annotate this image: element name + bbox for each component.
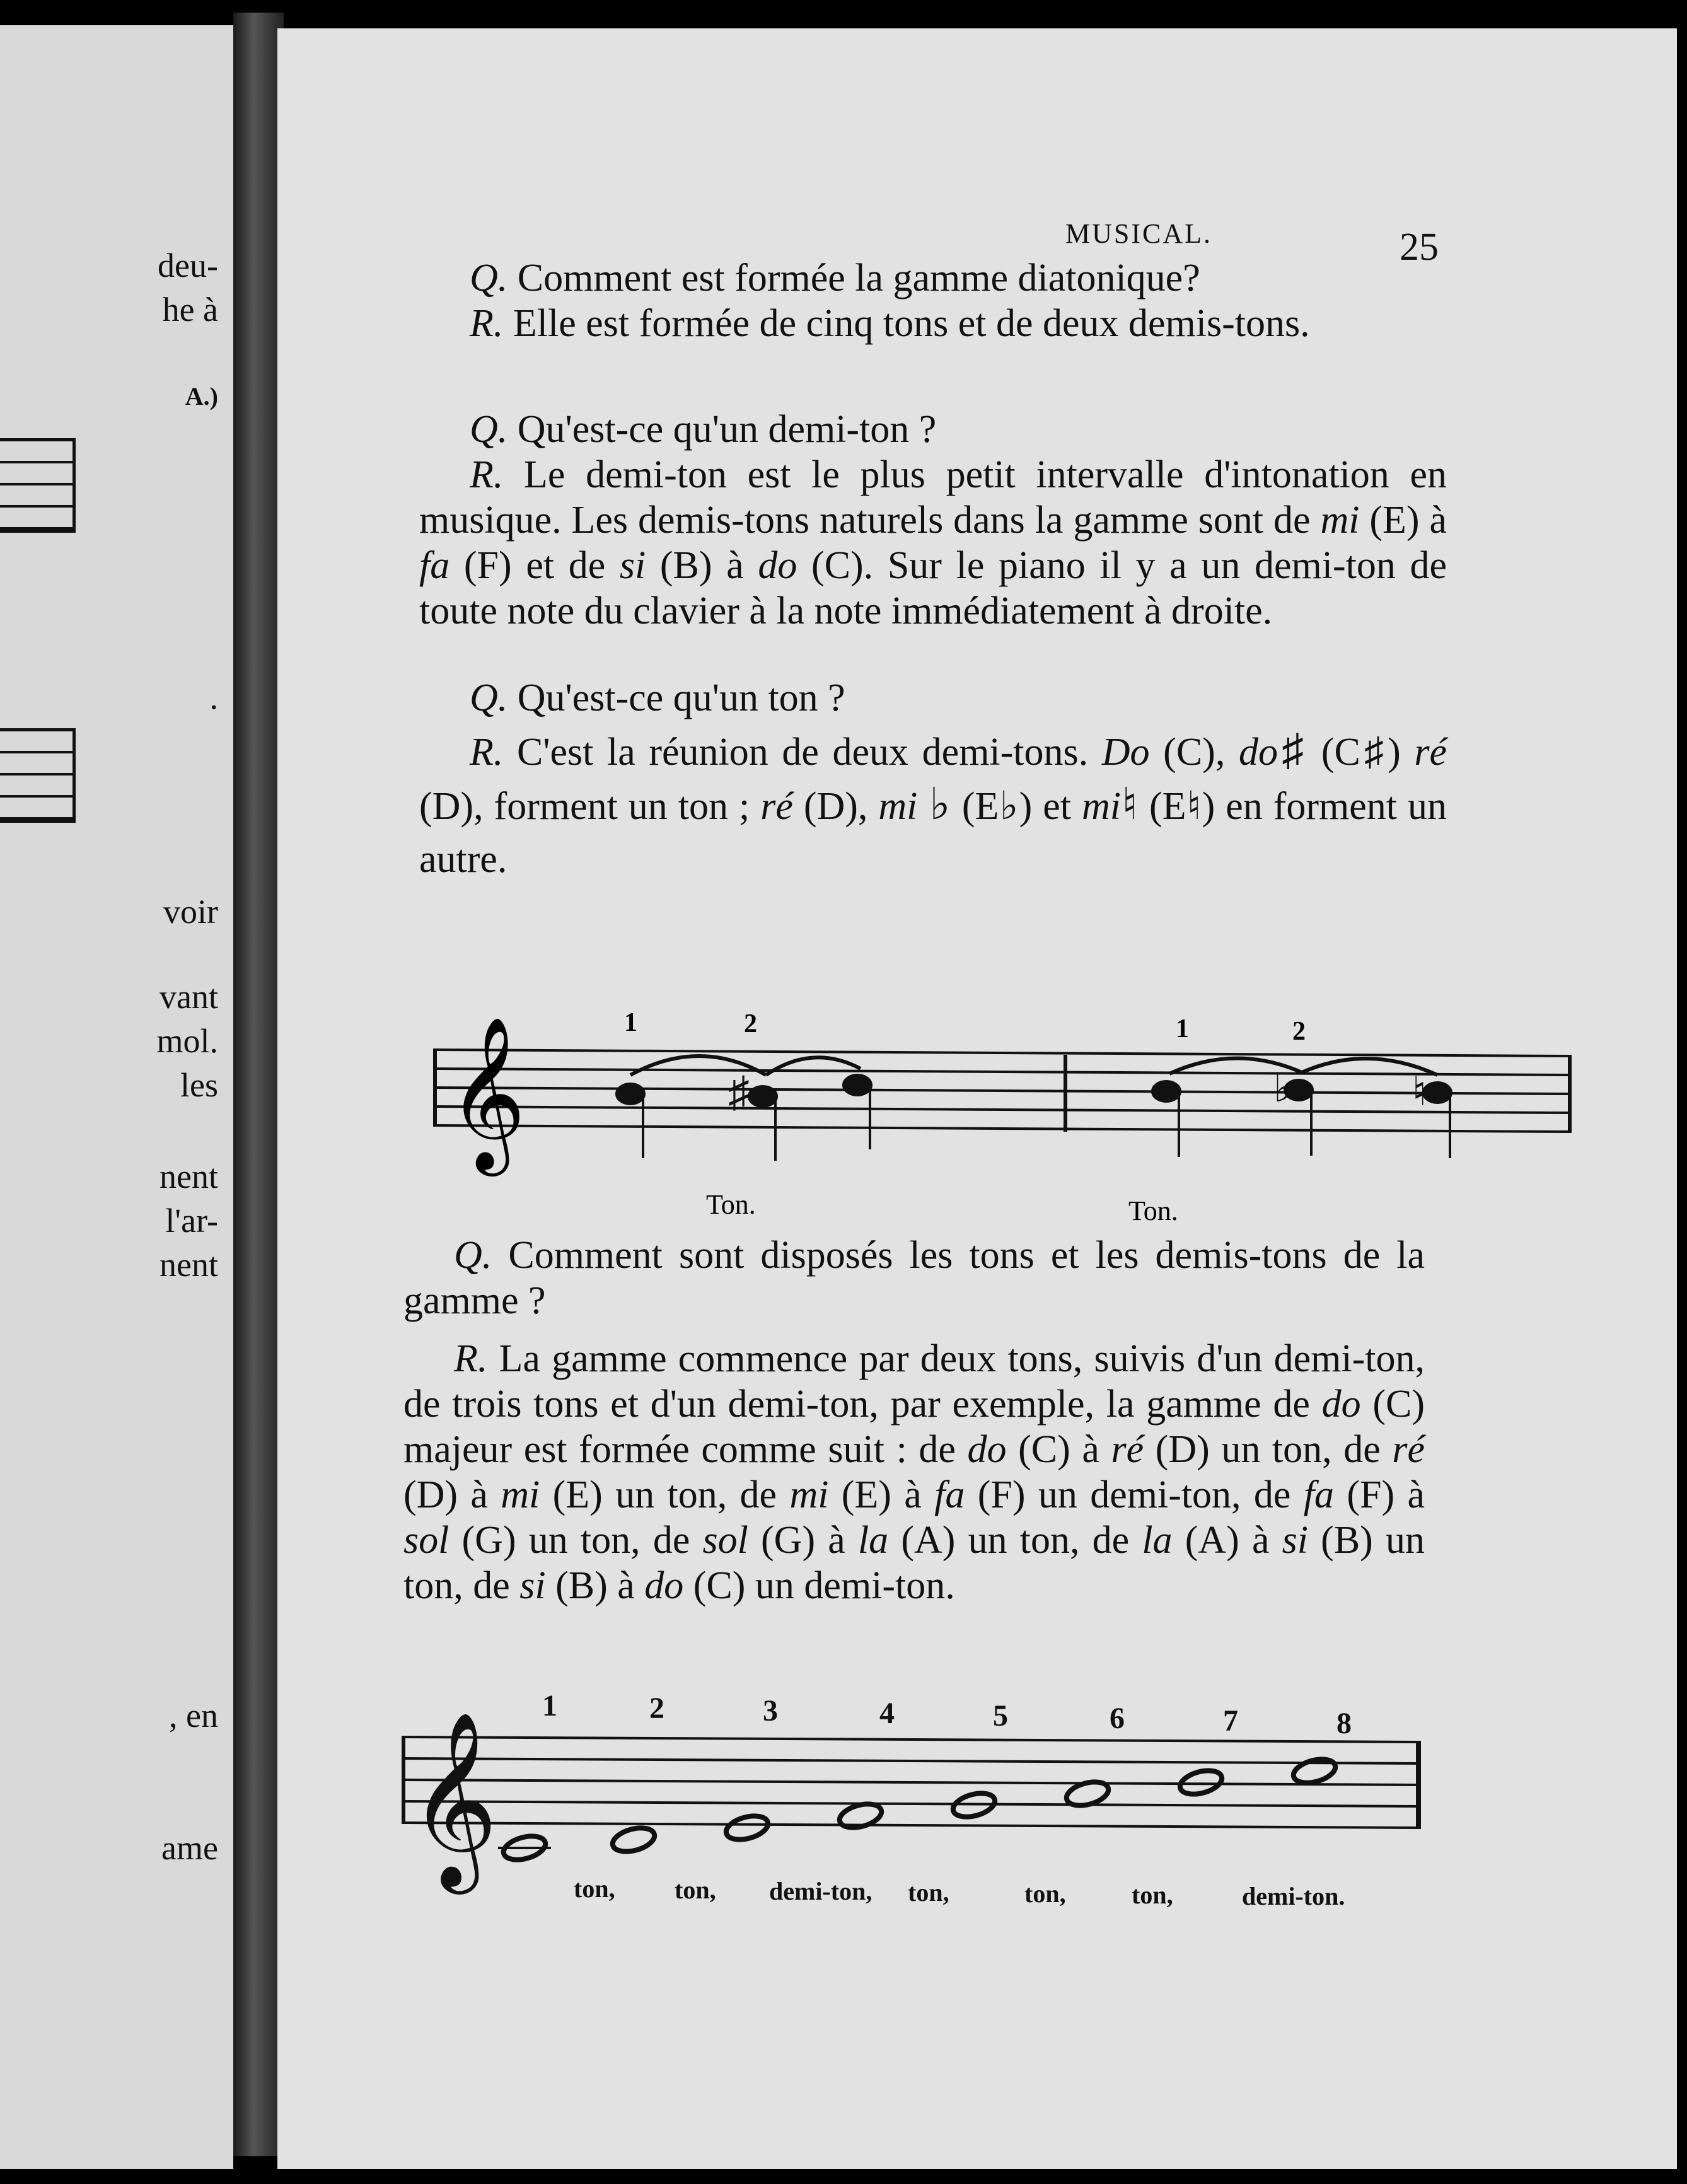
interval-caption: ton, — [1132, 1881, 1173, 1909]
left-fragment: . — [209, 678, 218, 716]
music-example-gamme — [385, 1674, 1595, 1964]
example-number: 2 — [1292, 1017, 1306, 1046]
scale-degree-number: 4 — [879, 1697, 895, 1730]
svg-text:♭: ♭ — [1273, 1066, 1293, 1110]
scale-degree-number: 1 — [542, 1689, 557, 1722]
treble-clef: 𝄞 — [409, 1716, 498, 1883]
scale-degree-number: 8 — [1336, 1707, 1352, 1740]
example-number: 1 — [1176, 1014, 1189, 1043]
music-example-ton — [403, 961, 1601, 1226]
page-number: 25 — [1400, 226, 1439, 269]
scale-degree-number: 5 — [993, 1699, 1008, 1733]
svg-text:♯: ♯ — [728, 1068, 750, 1116]
book-gutter — [233, 13, 284, 2156]
interval-caption: demi-ton, — [769, 1877, 872, 1905]
qa-disposition — [403, 1233, 1425, 1608]
example-caption: Ton. — [706, 1189, 756, 1220]
running-title: MUSICAL. — [1065, 218, 1213, 249]
question: Q. Comment sont disposés les tons et les demis-tons de la gamme ? — [403, 1234, 1425, 1322]
example-number: 1 — [624, 1008, 637, 1037]
interval-caption: ton, — [574, 1874, 615, 1903]
natural-symbol: ♮ — [1120, 781, 1139, 829]
sharp-symbol: ♯ — [1277, 726, 1308, 775]
question: Q. Qu'est-ce qu'un demi-ton ? — [470, 408, 937, 451]
interval-caption: ton, — [908, 1878, 949, 1907]
answer: R. Le demi-ton est le plus petit intervalle d'intonation en musique. Les demis-tons naturels dans la gamme sont de mi (E) à fa (F) et de si (B) à do (C). Sur le piano il y a un demi-ton de toute note du clavier à la note immédiatement à droite. — [419, 453, 1447, 632]
left-staff-fragment — [0, 438, 76, 533]
treble-clef: 𝄞 — [448, 1021, 526, 1167]
example-caption: Ton. — [1128, 1195, 1178, 1226]
scale-degree-number: 3 — [763, 1694, 778, 1728]
answer: R. Elle est formée de cinq tons et de deux demis-tons. — [470, 302, 1310, 345]
scale-degree-number: 2 — [649, 1692, 664, 1725]
qa-demi-ton — [419, 407, 1447, 634]
answer: R. C'est la réunion de deux demi-tons. Do (C), do♯ (C♯) ré (D), forment un ton ; ré (D), mi ♭ (E♭) et mi♮ (E♮) en forment un autre. — [419, 726, 1447, 881]
scale-degree-number: 6 — [1110, 1702, 1125, 1735]
interval-caption: ton, — [1024, 1879, 1066, 1908]
left-fragment: mol. — [156, 1022, 218, 1060]
question: Q. Comment est formée la gamme diatonique? — [470, 257, 1200, 299]
left-fragment: vant — [159, 978, 218, 1016]
left-fragment: nent — [159, 1246, 218, 1284]
left-fragment: les — [180, 1066, 218, 1104]
svg-text:♮: ♮ — [1412, 1069, 1427, 1114]
example-number: 2 — [744, 1009, 757, 1038]
left-fragment: he à — [162, 291, 218, 328]
interval-caption: demi-ton. — [1242, 1882, 1345, 1910]
left-fragment: deu- — [158, 247, 218, 284]
left-fragment: , en — [169, 1697, 218, 1734]
qa-ton — [419, 671, 1447, 886]
left-fragment: l'ar- — [165, 1202, 218, 1240]
answer: R. La gamme commence par deux tons, suivis d'un demi-ton, de trois tons et d'un demi-ton, par exemple, la gamme de do (C) majeur est formée comme suit : de do (C) à ré (D) un ton, de ré (D) à mi (E) un ton, de mi (E) à fa (F) un demi-ton, de fa (F) à sol (G) un ton, de sol (G) à la (A) un ton, de la (A) à si (B) un ton, de si (B) à do (C) un demi-ton. — [403, 1337, 1425, 1607]
left-fragment: nent — [159, 1158, 218, 1195]
book-page — [277, 28, 1677, 2169]
left-staff-fragment — [0, 728, 76, 823]
question: Q. Qu'est-ce qu'un ton ? — [470, 677, 845, 719]
qa-formation-gamme — [419, 255, 1447, 346]
scale-degree-number: 7 — [1223, 1704, 1238, 1738]
interval-caption: ton, — [675, 1876, 716, 1904]
left-page-fragment — [0, 25, 233, 2169]
flat-symbol: ♭ — [917, 781, 951, 829]
left-fragment: voir — [163, 893, 218, 931]
left-fragment: A.) — [185, 382, 218, 410]
left-fragment: ame — [161, 1829, 218, 1867]
